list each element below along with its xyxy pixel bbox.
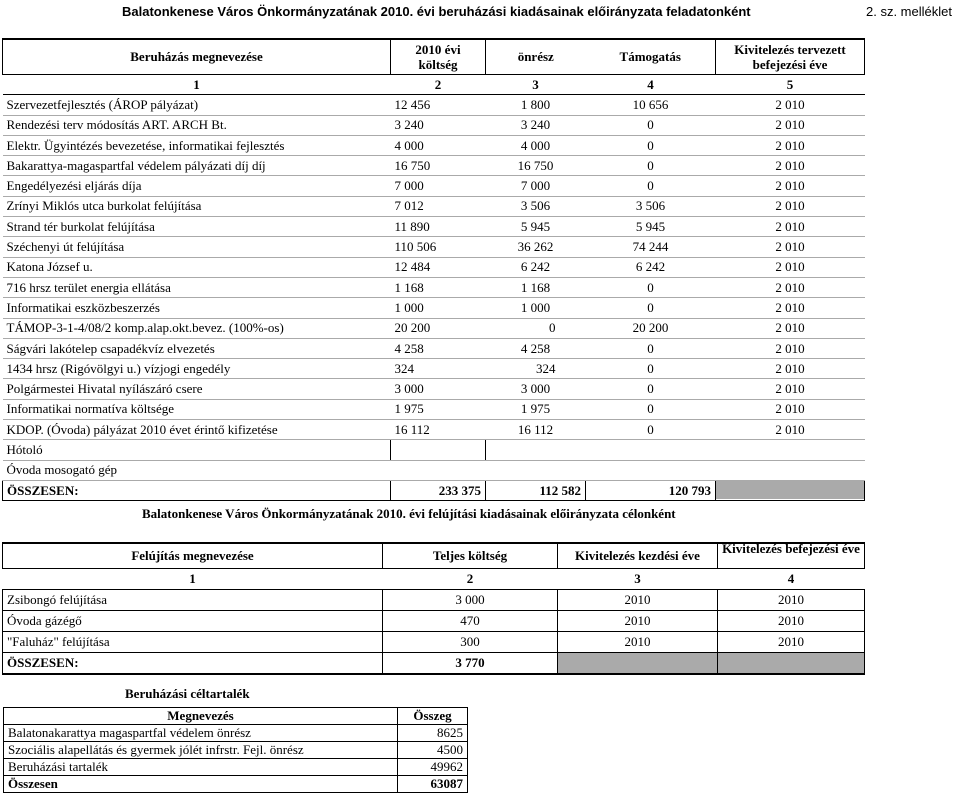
- col-number: 4: [647, 76, 654, 92]
- table-row: [3, 95, 865, 115]
- row-start: 2010: [558, 590, 718, 611]
- row-year: 2 010: [716, 95, 865, 115]
- row-own: 3 000: [486, 379, 586, 399]
- total-support: 120 793: [586, 480, 716, 500]
- header-row: [3, 543, 865, 569]
- col-number: 3: [532, 76, 539, 92]
- reserve-table: [3, 707, 468, 793]
- row-name: 716 hrsz terület energia ellátása: [3, 277, 391, 297]
- row-support: 0: [586, 338, 716, 358]
- col-number: 3: [634, 571, 641, 586]
- total-row: [3, 653, 865, 675]
- row-year: [716, 440, 865, 460]
- row-support: 0: [586, 115, 716, 135]
- row-own: 3 506: [486, 196, 586, 216]
- row-own: 1 000: [486, 298, 586, 318]
- row-support: 10 656: [586, 95, 716, 115]
- row-own: 4 000: [486, 135, 586, 155]
- row-cost: 12 456: [391, 95, 486, 115]
- row-cost: 16 750: [391, 156, 486, 176]
- row-cost: 11 890: [391, 217, 486, 237]
- row-cost: [391, 440, 486, 460]
- col-header-amount: Összeg: [398, 708, 468, 725]
- col-header-end: Kivitelezés befejezési éve: [718, 543, 865, 569]
- row-own: [486, 440, 586, 460]
- row-name: TÁMOP-3-1-4/08/2 komp.alap.okt.bevez. (100%-os): [3, 318, 391, 338]
- row-year: 2 010: [716, 115, 865, 135]
- total-row: [3, 480, 865, 500]
- total-label: ÖSSZESEN:: [3, 480, 391, 500]
- row-name: Informatikai eszközbeszerzés: [3, 298, 391, 318]
- row-support: 20 200: [586, 318, 716, 338]
- row-cost: 3 000: [383, 590, 558, 611]
- row-name: Ságvári lakótelep csapadékvíz elvezetés: [3, 338, 391, 358]
- row-cost: 7 000: [391, 176, 486, 196]
- row-cost: 3 240: [391, 115, 486, 135]
- row-cost: 4 000: [391, 135, 486, 155]
- row-support: 0: [586, 399, 716, 419]
- row-cost: 470: [383, 611, 558, 632]
- row-own: 324: [486, 359, 586, 379]
- row-year: 2 010: [716, 196, 865, 216]
- row-own: 0: [486, 318, 586, 338]
- total-label: Összesen: [4, 776, 398, 793]
- row-name: Rendezési terv módosítás ART. ARCH Bt.: [3, 115, 391, 135]
- row-year: 2 010: [716, 318, 865, 338]
- row-name: Informatikai normatíva költsége: [3, 399, 391, 419]
- row-end: 2010: [718, 632, 865, 653]
- table-row: [3, 156, 865, 176]
- row-name: Bakarattya-magaspartfal védelem pályázati díj díj: [3, 156, 391, 176]
- renovation-title: Balatonkenese Város Önkormányzatának 2010. évi felújítási kiadásainak előirányzata célonként: [142, 506, 676, 521]
- table-row: [3, 217, 865, 237]
- table-row: [4, 759, 468, 776]
- col-header-support: Támogatás: [586, 39, 716, 75]
- table-row: [3, 135, 865, 155]
- row-cost: 7 012: [391, 196, 486, 216]
- row-name: Szervezetfejlesztés (ÁROP pályázat): [3, 95, 391, 115]
- row-own: 3 240: [486, 115, 586, 135]
- row-own: 16 750: [486, 156, 586, 176]
- table-row: [3, 176, 865, 196]
- row-cost: 20 200: [391, 318, 486, 338]
- table-row: [3, 460, 865, 480]
- table-row: [3, 611, 865, 632]
- table-row: [3, 298, 865, 318]
- col-header-year: Kivitelezés tervezett befejezési éve: [716, 39, 865, 75]
- renovation-table: [2, 542, 865, 675]
- row-name: Elektr. Ügyintézés bevezetése, informatikai fejlesztés: [3, 135, 391, 155]
- table-row: [3, 277, 865, 297]
- row-support: [586, 440, 716, 460]
- row-name: Katona József u.: [3, 257, 391, 277]
- row-support: 0: [586, 359, 716, 379]
- row-cost: 1 000: [391, 298, 486, 318]
- total-start-hatch: [558, 653, 718, 675]
- row-cost: 1 168: [391, 277, 486, 297]
- col-number: 2: [434, 76, 442, 92]
- row-year: 2 010: [716, 135, 865, 155]
- row-amount: 49962: [398, 759, 468, 776]
- row-year: 2 010: [716, 399, 865, 419]
- row-support: 6 242: [586, 257, 716, 277]
- table-row: [3, 115, 865, 135]
- row-name: KDOP. (Óvoda) pályázat 2010 évet érintő kifizetése: [3, 420, 391, 440]
- row-support: [586, 460, 716, 480]
- total-cost: 3 770: [383, 653, 558, 675]
- col-number: 1: [193, 76, 200, 92]
- row-support: 0: [586, 135, 716, 155]
- total-label: ÖSSZESEN:: [3, 653, 383, 675]
- col-header-own: önrész: [486, 39, 586, 75]
- table-row: [4, 725, 468, 742]
- total-end-hatch: [718, 653, 865, 675]
- row-name: Széchenyi út felújítása: [3, 237, 391, 257]
- row-support: 0: [586, 176, 716, 196]
- row-year: 2 010: [716, 176, 865, 196]
- table-row: [3, 399, 865, 419]
- col-number: 1: [189, 571, 196, 586]
- row-support: 5 945: [586, 217, 716, 237]
- row-support: 0: [586, 277, 716, 297]
- row-cost: 300: [383, 632, 558, 653]
- row-cost: 16 112: [391, 420, 486, 440]
- row-own: 1 800: [486, 95, 586, 115]
- col-header-cost: 2010 évi költség: [391, 39, 486, 75]
- table-row: [3, 590, 865, 611]
- row-cost: 12 484: [391, 257, 486, 277]
- row-support: 74 244: [586, 237, 716, 257]
- row-cost: [391, 460, 486, 480]
- row-name: Polgármestei Hivatal nyílászáró csere: [3, 379, 391, 399]
- row-own: 4 258: [486, 338, 586, 358]
- row-own: 16 112: [486, 420, 586, 440]
- row-cost: 4 258: [391, 338, 486, 358]
- table-row: [3, 237, 865, 257]
- row-support: 0: [586, 298, 716, 318]
- total-year-hatch: [716, 480, 865, 500]
- table-row: [3, 440, 865, 460]
- table-row: [3, 257, 865, 277]
- annex-label: 2. sz. melléklet: [866, 4, 952, 19]
- row-support: 3 506: [586, 196, 716, 216]
- row-own: 6 242: [486, 257, 586, 277]
- row-start: 2010: [558, 611, 718, 632]
- row-name: Zsibongó felújítása: [3, 590, 383, 611]
- row-name: Engedélyezési eljárás díja: [3, 176, 391, 196]
- row-name: Óvoda gázégő: [3, 611, 383, 632]
- row-own: 7 000: [486, 176, 586, 196]
- row-name: Zrínyi Miklós utca burkolat felújítása: [3, 196, 391, 216]
- col-header-name: Felújítás megnevezése: [3, 543, 383, 569]
- number-row: [3, 75, 865, 95]
- row-year: 2 010: [716, 298, 865, 318]
- row-year: 2 010: [716, 420, 865, 440]
- table-row: [3, 196, 865, 216]
- header-row: [4, 708, 468, 725]
- row-name: 1434 hrsz (Rigóvölgyi u.) vízjogi engedély: [3, 359, 391, 379]
- row-year: 2 010: [716, 156, 865, 176]
- row-year: 2 010: [716, 237, 865, 257]
- table-row: [3, 338, 865, 358]
- row-end: 2010: [718, 611, 865, 632]
- row-year: 2 010: [716, 359, 865, 379]
- row-own: 5 945: [486, 217, 586, 237]
- row-name: Balatonakarattya magaspartfal védelem önrész: [4, 725, 398, 742]
- total-amount: 63087: [398, 776, 468, 793]
- page-title: Balatonkenese Város Önkormányzatának 2010. évi beruházási kiadásainak előirányzata feladatonként: [122, 4, 751, 19]
- row-cost: 110 506: [391, 237, 486, 257]
- row-end: 2010: [718, 590, 865, 611]
- row-own: 1 975: [486, 399, 586, 419]
- total-cost: 233 375: [391, 480, 486, 500]
- row-amount: 8625: [398, 725, 468, 742]
- table-row: [4, 742, 468, 759]
- investment-table: [2, 38, 865, 501]
- row-support: 0: [586, 420, 716, 440]
- row-name: "Faluház" felújítása: [3, 632, 383, 653]
- total-own: 112 582: [486, 480, 586, 500]
- row-name: Hótoló: [3, 440, 391, 460]
- row-cost: 3 000: [391, 379, 486, 399]
- row-cost: 324: [391, 359, 486, 379]
- table-row: [3, 420, 865, 440]
- col-number: 4: [787, 571, 795, 586]
- row-support: 0: [586, 379, 716, 399]
- col-header-start: Kivitelezés kezdési éve: [558, 543, 718, 569]
- row-support: 0: [586, 156, 716, 176]
- row-year: 2 010: [716, 257, 865, 277]
- row-year: 2 010: [716, 277, 865, 297]
- row-year: 2 010: [716, 379, 865, 399]
- col-header-cost: Teljes költség: [383, 543, 558, 569]
- row-name: Óvoda mosogató gép: [3, 460, 391, 480]
- col-header-name: Beruházás megnevezése: [3, 39, 391, 75]
- row-own: 36 262: [486, 237, 586, 257]
- row-year: [716, 460, 865, 480]
- row-cost: 1 975: [391, 399, 486, 419]
- row-own: 1 168: [486, 277, 586, 297]
- row-name: Strand tér burkolat felújítása: [3, 217, 391, 237]
- header-row: [3, 39, 865, 75]
- total-row: [4, 776, 468, 793]
- table-row: [3, 632, 865, 653]
- table-row: [3, 379, 865, 399]
- row-start: 2010: [558, 632, 718, 653]
- row-own: [486, 460, 586, 480]
- table-row: [3, 318, 865, 338]
- col-header-name: Megnevezés: [4, 708, 398, 725]
- col-number: 2: [466, 571, 474, 586]
- reserve-title: Beruházási céltartalék: [125, 686, 250, 701]
- row-year: 2 010: [716, 217, 865, 237]
- number-row: [3, 569, 865, 590]
- col-number: 5: [786, 76, 794, 92]
- row-name: Beruházási tartalék: [4, 759, 398, 776]
- row-amount: 4500: [398, 742, 468, 759]
- row-name: Szociális alapellátás és gyermek jólét infrstr. Fejl. önrész: [4, 742, 398, 759]
- table-row: [3, 359, 865, 379]
- row-year: 2 010: [716, 338, 865, 358]
